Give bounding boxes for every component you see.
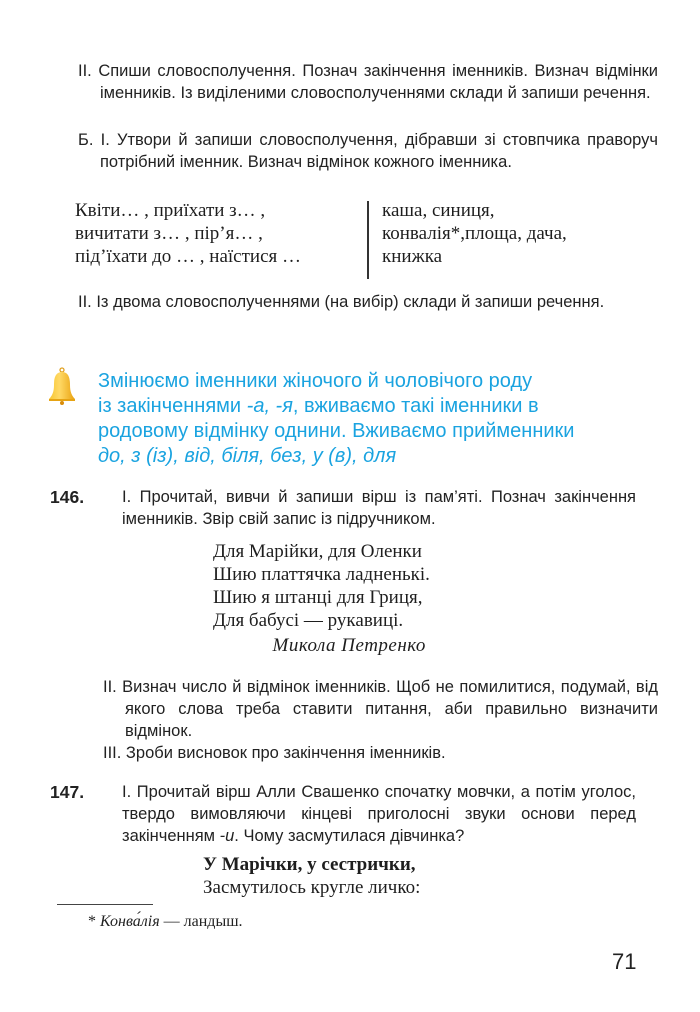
rule-text-part: із закінченнями — [98, 395, 247, 417]
rule-line — [98, 394, 648, 419]
poem-line: Шию я штанці для Гриця, — [213, 587, 423, 608]
noun-line: каша, синиця, — [382, 200, 495, 221]
page-number: 71 — [612, 949, 637, 974]
poem-line: У Марічки, у сестрички, — [203, 854, 416, 875]
word-columns — [75, 199, 645, 279]
poem-line: Засмутилось кругле личко: — [203, 877, 421, 898]
section-b-task-1 — [78, 129, 658, 173]
task-text: ІІ. Визнач число й відмінок іменників. Щоб не помилитися, подумай, від якого слова треба ставити питання, аби правильно визначити відмінок. — [103, 678, 658, 740]
task-text: І. Прочитай, вивчи й запиши вірш із пам’яті. Познач закінчення іменників. Звір свій запис із підручником. — [122, 488, 636, 528]
task-text: ІІІ. Зроби висновок про закінчення іменників. — [103, 744, 446, 762]
task-text: І. Прочитай вірш Алли Свашенко спочатку мовчки, а потім уголос, твердо вимовляючи кінцеві приголосні звуки основи перед закінченням — [122, 783, 636, 845]
phrase-line: Квіти… , приїхати з… , — [75, 200, 266, 221]
task-text: Б. І. Утвори й запиши словосполучення, дібравши зі стовпчика праворуч потрібний іменник. Визнач відмінок кожного іменника. — [78, 131, 658, 171]
rule-text-part: , вживаємо такі іменники в — [292, 395, 539, 417]
column-divider — [367, 201, 369, 279]
noun-line: конвалія*,площа, дача, — [382, 223, 567, 244]
grammar-rule — [40, 365, 650, 465]
footnote-marker: * — [88, 913, 100, 930]
exercise-146-task-3 — [103, 742, 658, 764]
task-text: . Чому засмутилася дівчинка? — [234, 827, 465, 845]
rule-endings: -а, -я — [246, 395, 293, 417]
poem — [213, 540, 430, 657]
poem-line: Шию платтячка ладненькі. — [213, 564, 430, 585]
phrase-line: вичитати з… , пір’я… , — [75, 223, 263, 244]
rule-line: родовому відмінку однини. Вживаємо прийменники — [98, 420, 575, 442]
phrase-column — [75, 199, 301, 268]
footnote-term: Конва́лія — [100, 913, 160, 930]
section-a-task-2 — [78, 60, 658, 104]
exercise-number: 146. — [50, 487, 85, 507]
poem-line: Для Марійки, для Оленки — [213, 541, 422, 562]
noun-line: книжка — [382, 246, 443, 267]
footnote — [88, 913, 243, 931]
exercise-task-1 — [122, 486, 636, 530]
footnote-divider — [57, 904, 153, 905]
exercise-146 — [50, 486, 636, 530]
rule-prepositions: до, з (із), від, біля, без, у (в), для — [98, 445, 397, 467]
footnote-definition: — ландыш. — [159, 913, 243, 930]
exercise-task-1 — [122, 781, 636, 847]
exercise-number: 147. — [50, 782, 85, 802]
exercise-147 — [50, 781, 636, 847]
exercise-146-task-2 — [103, 676, 658, 742]
poem — [203, 853, 420, 899]
section-b-task-2 — [78, 291, 658, 313]
task-text: ІІ. Із двома словосполученнями (на вибір) склади й запиши речення. — [78, 293, 605, 311]
rule-text — [98, 369, 648, 469]
rule-line: Змінюємо іменники жіночого й чоловічого роду — [98, 370, 533, 392]
ending-text: -и — [219, 827, 235, 845]
task-text: ІІ. Спиши словосполучення. Познач закінчення іменників. Визнач відмінки іменників. Із виділеними словосполученнями склади й запиши речення. — [78, 62, 658, 102]
noun-column — [382, 199, 567, 268]
poem-line: Для бабусі — рукавиці. — [213, 610, 404, 631]
poem-author: Микола Петренко — [272, 635, 426, 656]
bell-icon — [46, 367, 78, 407]
phrase-line: під’їхати до … , наїстися … — [75, 246, 302, 267]
